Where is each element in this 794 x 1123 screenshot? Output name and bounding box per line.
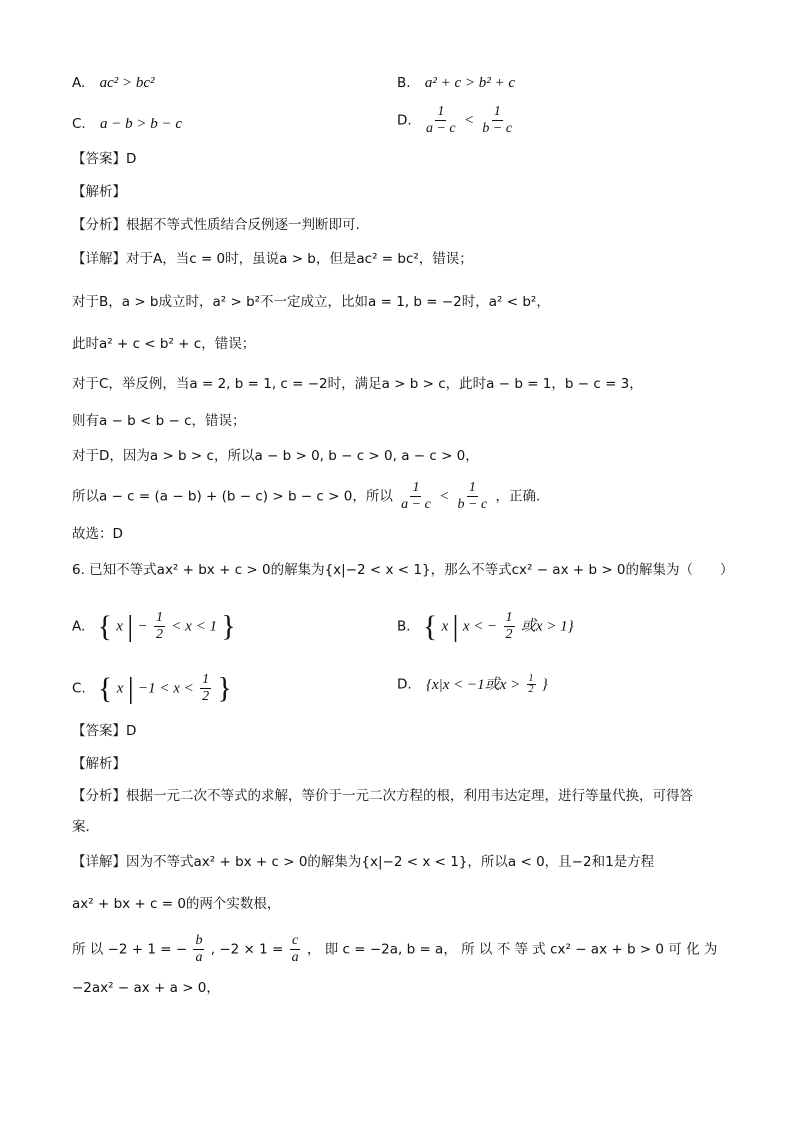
denominator: 2: [202, 689, 210, 704]
q5-choose: 故选：D: [72, 526, 123, 542]
text: x < −: [462, 618, 498, 635]
numerator: b: [195, 933, 203, 948]
option-label: D.: [397, 112, 412, 129]
text: , −2 × 1 =: [210, 941, 284, 958]
q6-option-b: [397, 610, 574, 643]
option-label: B.: [397, 75, 411, 91]
numerator: 1: [156, 610, 163, 625]
var: x: [441, 618, 449, 635]
denominator: a: [195, 950, 203, 965]
text: −1 < x <: [138, 680, 194, 697]
fraction: [200, 672, 211, 705]
numerator: c: [292, 933, 299, 948]
left-brace-icon: {: [97, 609, 112, 643]
q5-detail-line-7: [72, 480, 540, 513]
option-label: C.: [72, 116, 86, 132]
fraction: [480, 104, 514, 137]
less-than: <: [463, 112, 475, 129]
fraction: [154, 610, 165, 643]
denominator: 2: [528, 684, 534, 695]
right-brace-icon: }: [217, 671, 232, 705]
q5-detail-line-6: 对于D，因为a > b > c，所以a − b > 0, b − c > 0, a − c > 0，: [72, 448, 479, 464]
text: < x < 1: [171, 618, 217, 635]
q5-detail-line-3: 此时a² + c < b² + c，错误；: [72, 336, 256, 352]
fraction: [527, 674, 536, 695]
q6-analysis-line-2: 案.: [72, 819, 90, 835]
denominator: 2: [156, 627, 163, 642]
option-text: ac² > bc²: [99, 75, 155, 91]
option-label: A.: [72, 75, 86, 91]
option-label: C.: [72, 680, 86, 697]
denominator: b − c: [482, 121, 513, 136]
numerator: 1: [412, 480, 420, 495]
q5-option-c: [72, 114, 182, 134]
numerator: 1: [528, 673, 534, 684]
q5-option-a: [72, 73, 155, 93]
bar-icon: |: [127, 609, 134, 643]
denominator: b − c: [457, 497, 488, 512]
q6-option-c: [72, 672, 232, 705]
text: 所 以 −2 + 1 = −: [72, 941, 188, 958]
q6-jiexi: 【解析】: [72, 756, 126, 772]
bar-icon: |: [452, 609, 459, 643]
option-text: a − b > b − c: [100, 116, 183, 132]
var: x: [116, 618, 123, 635]
q5-analysis: 【分析】根据不等式性质结合反例逐一判断即可.: [72, 217, 360, 233]
var: x: [116, 680, 124, 697]
denominator: a: [291, 950, 299, 965]
q6-answer: 【答案】D: [72, 723, 137, 739]
fraction: [424, 104, 458, 137]
fraction: [504, 610, 515, 643]
option-label: B.: [397, 618, 411, 635]
q5-option-b: [397, 73, 515, 93]
q5-jiexi: 【解析】: [72, 184, 126, 200]
q6-option-a: [72, 610, 236, 643]
q5-detail-line-2: 对于B，a > b成立时，a² > b²不一定成立，比如a = 1, b = −2时，a² < b²，: [72, 294, 550, 310]
fraction: [399, 480, 433, 513]
text: 或x > 1}: [520, 618, 574, 635]
q6-detail-line-1: 【详解】因为不等式ax² + bx + c > 0的解集为{x|−2 < x < 1}，所以a < 0，且−2和1是方程: [72, 854, 655, 870]
fraction: [456, 480, 490, 513]
q6-analysis-line-1: 【分析】根据一元二次不等式的求解，等价于一元二次方程的根，利用韦达定理，进行等量代换，可得答: [72, 788, 693, 804]
option-label: D.: [397, 676, 412, 693]
left-brace-icon: {: [98, 671, 113, 705]
right-brace-icon: }: [221, 609, 236, 643]
numerator: 1: [468, 480, 476, 495]
fraction: [290, 933, 301, 966]
q6-option-d: [397, 674, 548, 695]
numerator: 1: [437, 104, 445, 119]
q6-stem: 6. 已知不等式ax² + bx + c > 0的解集为{x|−2 < x < 1}，那么不等式cx² − ax + b > 0的解集为（ ）: [72, 562, 734, 578]
left-brace-icon: {: [422, 609, 438, 643]
option-text: a² + c > b² + c: [424, 75, 516, 91]
text: {x|x < −1或x >: [425, 676, 521, 693]
text: }: [541, 676, 548, 693]
q5-option-d: [397, 104, 516, 137]
text: 所以a − c = (a − b) + (b − c) > b − c > 0，所以: [72, 488, 393, 505]
denominator: a − c: [425, 121, 456, 136]
sign: −: [137, 618, 148, 635]
q5-detail-line-1: 【详解】对于A，当c = 0时，虽说a > b，但是ac² = bc²，错误；: [72, 251, 473, 267]
fraction: [193, 933, 204, 966]
text: ，正确.: [495, 488, 541, 505]
q5-detail-line-5: 则有a − b < b − c，错误；: [72, 413, 246, 429]
denominator: 2: [505, 627, 513, 642]
q6-detail-line-4: −2ax² − ax + a > 0，: [72, 980, 220, 996]
less-than: <: [439, 488, 450, 505]
q5-detail-line-4: 对于C，举反例，当a = 2, b = 1, c = −2时，满足a > b > c，此时a − b = 1，b − c = 3，: [72, 376, 643, 392]
q6-detail-line-2: ax² + bx + c = 0的两个实数根，: [72, 896, 281, 912]
q6-detail-line-3: [72, 933, 717, 966]
option-label: A.: [72, 618, 86, 635]
bar-icon: |: [127, 671, 134, 705]
text: ， 即 c = −2a, b = a， 所 以 不 等 式 cx² − ax + b > 0 可 化 为: [306, 941, 718, 958]
denominator: a − c: [401, 497, 431, 512]
numerator: 1: [202, 672, 210, 687]
q5-answer: 【答案】D: [72, 151, 137, 167]
numerator: 1: [505, 610, 513, 625]
numerator: 1: [493, 104, 501, 119]
